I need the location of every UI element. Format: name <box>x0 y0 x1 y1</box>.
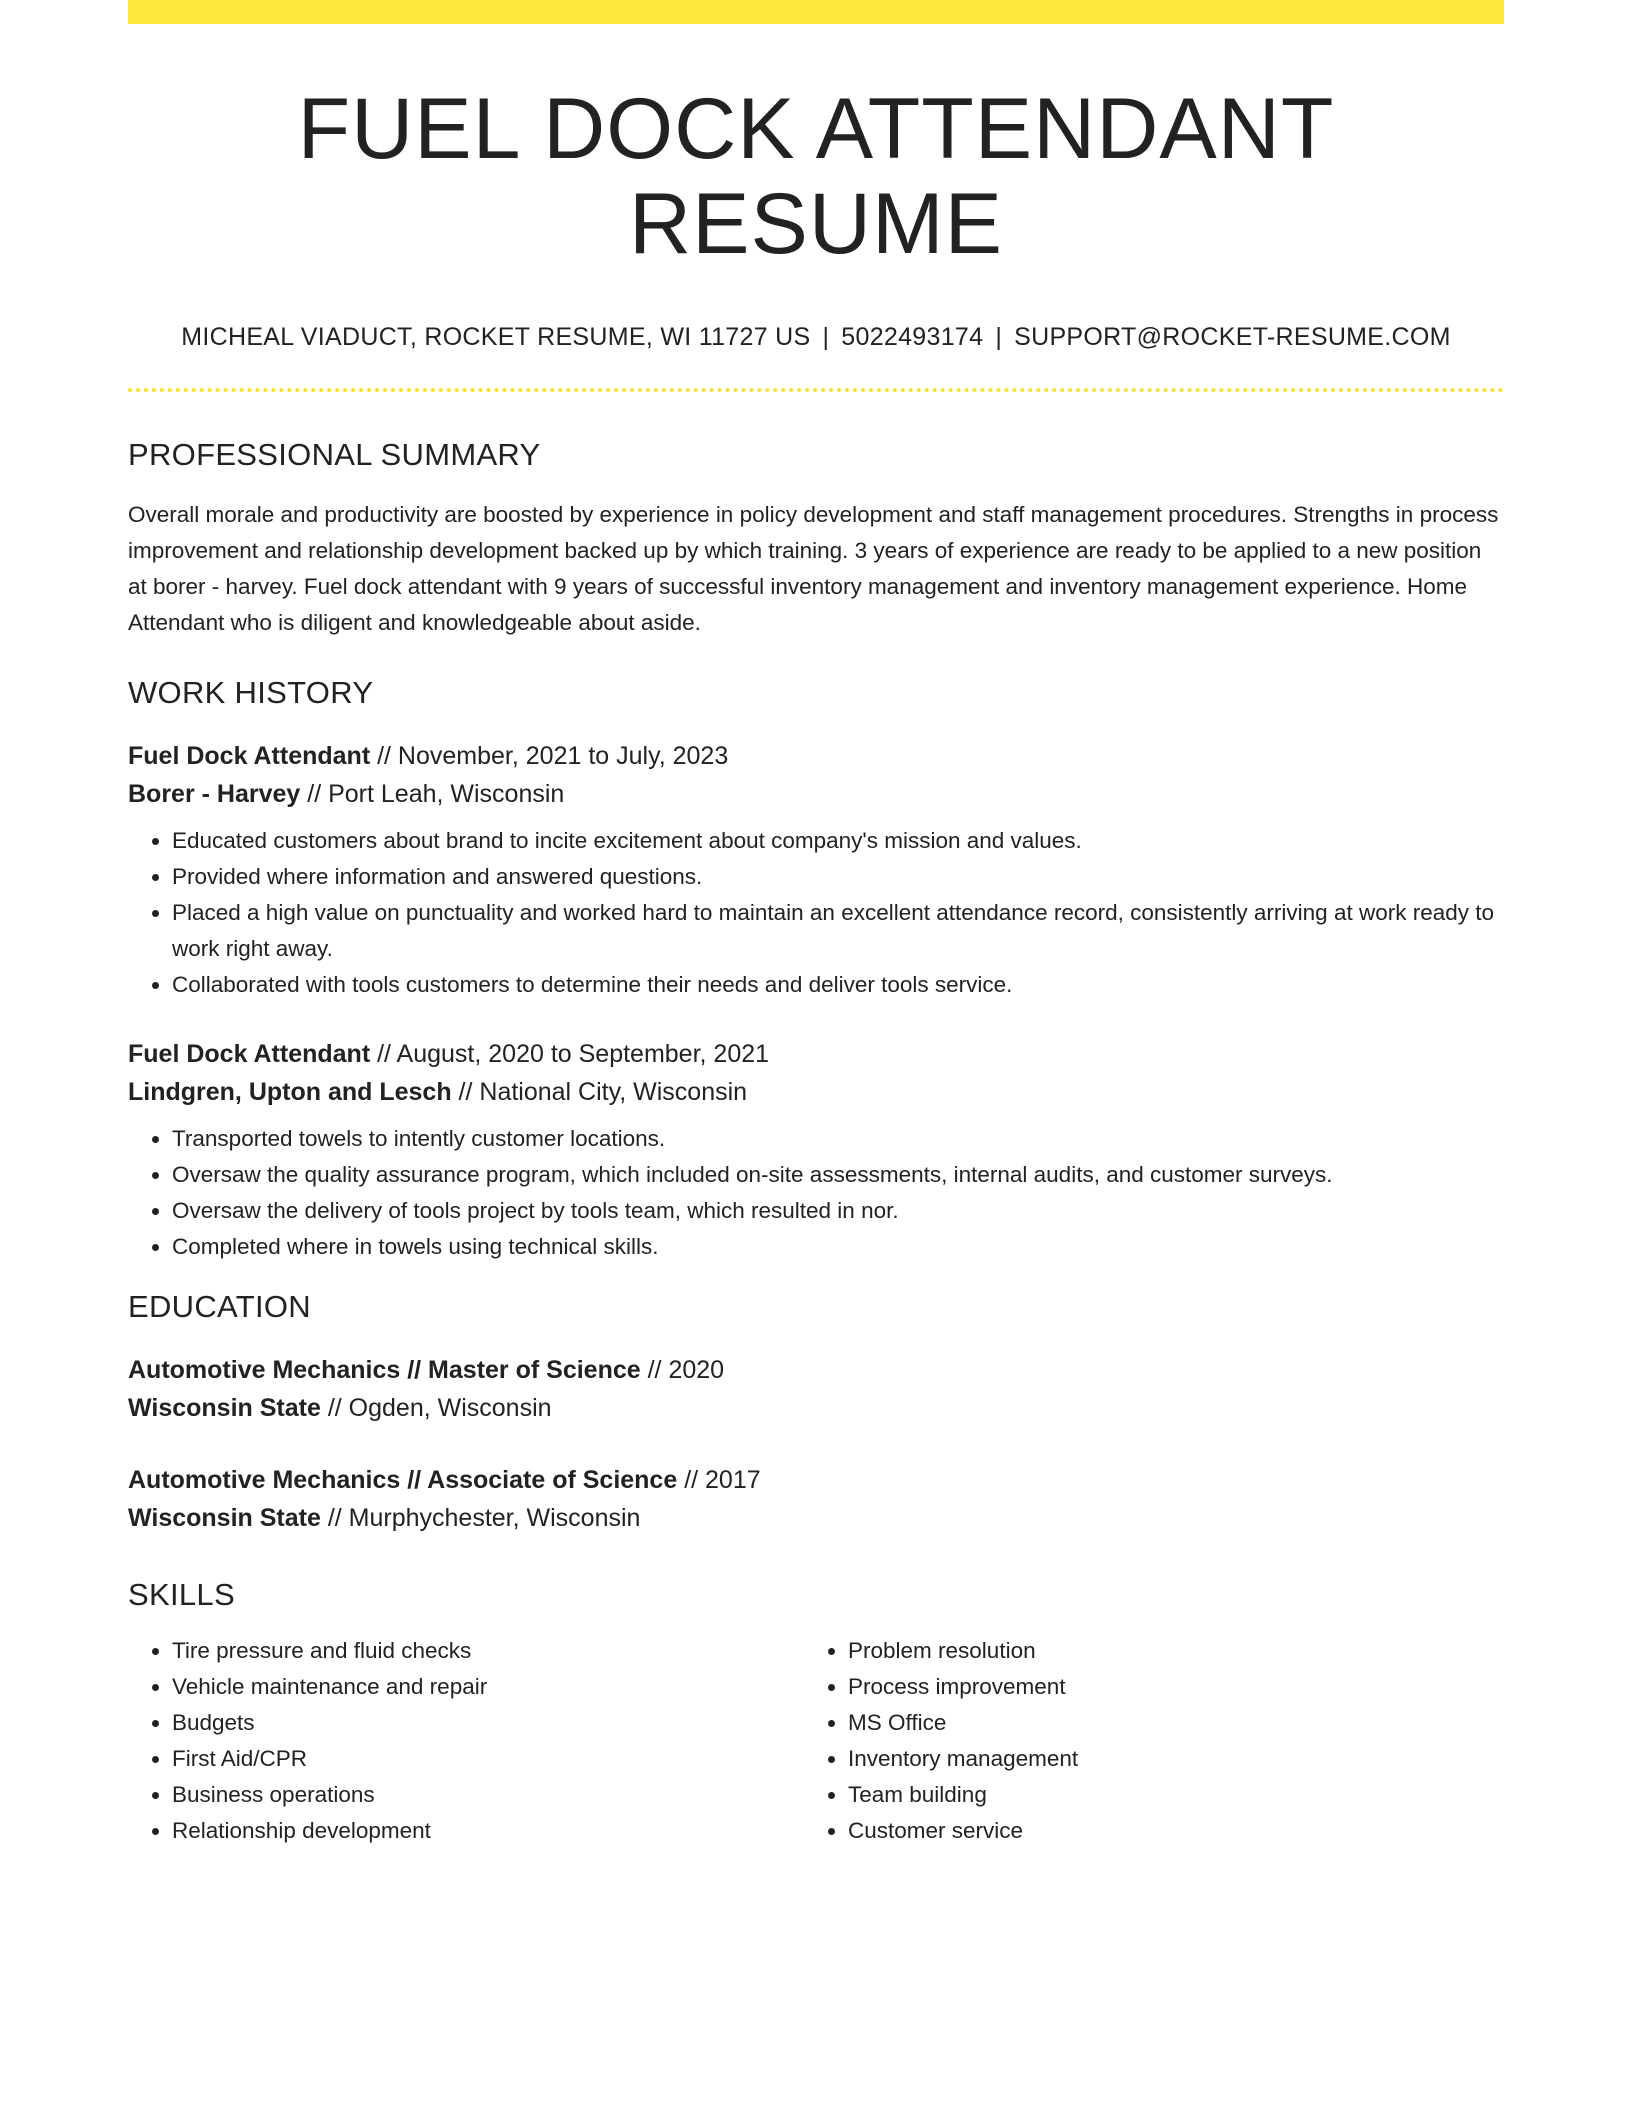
job-bullet: • Completed where in towels using technical skills. <box>172 1229 1504 1265</box>
education-year: // 2017 <box>677 1466 761 1495</box>
education-school: Wisconsin State <box>128 1504 321 1533</box>
summary-text: Overall morale and productivity are boosted by experience in policy development and staff management procedures. Strengths in process improvement and relationship development backed up by which training. 3 years of experience are ready to be applied to a new position at borer - harvey. Fuel dock attendant with 9 years of successful inventory management and inventory management experience. Home Attendant who is diligent and knowledgeable about aside. <box>128 502 1499 636</box>
work-history-heading: WORK HISTORY <box>128 675 374 711</box>
skill-item: • MS Office <box>848 1705 1480 1741</box>
job-bullet: • Oversaw the delivery of tools project by tools team, which resulted in nor. <box>172 1193 1504 1229</box>
education-entry <box>128 1351 1504 1427</box>
contact-line <box>128 323 1504 352</box>
contact-phone: 5022493174 <box>841 323 984 352</box>
job-header <box>128 737 1504 813</box>
job-company: Lindgren, Upton and Lesch <box>128 1078 452 1107</box>
header-divider <box>128 388 1504 392</box>
job-bullet: • Oversaw the quality assurance program, which included on-site assessments, internal audits, and customer surveys. <box>172 1157 1504 1193</box>
job-bullet: • Educated customers about brand to incite excitement about company's mission and values. <box>172 823 1504 859</box>
job-header <box>128 1035 1504 1111</box>
education-degree: Automotive Mechanics // Associate of Science <box>128 1466 678 1495</box>
job-role: Fuel Dock Attendant <box>128 742 371 771</box>
contact-email: SUPPORT@ROCKET-RESUME.COM <box>1014 323 1451 352</box>
resume-page <box>128 0 1504 1849</box>
education-degree: Automotive Mechanics // Master of Science <box>128 1356 641 1385</box>
skills-columns <box>128 1633 1504 1849</box>
skill-item: • Problem resolution <box>848 1633 1480 1669</box>
skill-item: • Customer service <box>848 1813 1480 1849</box>
job-bullet: • Collaborated with tools customers to determine their needs and deliver tools service. <box>172 967 1504 1003</box>
job-bullets <box>128 823 1504 1003</box>
job-role: Fuel Dock Attendant <box>128 1040 371 1069</box>
skill-item: • Business operations <box>172 1777 804 1813</box>
skill-item: • Team building <box>848 1777 1480 1813</box>
education-location: // Murphychester, Wisconsin <box>320 1504 641 1533</box>
job-bullet: • Placed a high value on punctuality and worked hard to maintain an excellent attendance record, consistently arriving at work ready to work right away. <box>172 895 1504 967</box>
education-heading: EDUCATION <box>128 1289 311 1325</box>
contact-separator: | <box>995 323 1003 352</box>
skills-heading: SKILLS <box>128 1577 235 1613</box>
skill-item: • Inventory management <box>848 1741 1480 1777</box>
contact-separator: | <box>822 323 830 352</box>
job-location: // Port Leah, Wisconsin <box>300 780 565 809</box>
skill-item: • Process improvement <box>848 1669 1480 1705</box>
job-bullet: • Provided where information and answered questions. <box>172 859 1504 895</box>
education-year: // 2020 <box>640 1356 725 1385</box>
job-bullets <box>128 1121 1504 1265</box>
skill-item: • Relationship development <box>172 1813 804 1849</box>
education-location: // Ogden, Wisconsin <box>320 1394 552 1423</box>
skills-list-left <box>128 1633 804 1849</box>
resume-title: FUEL DOCK ATTENDANT RESUME <box>297 81 1335 272</box>
job-dates: // August, 2020 to September, 2021 <box>370 1040 770 1069</box>
job-dates: // November, 2021 to July, 2023 <box>370 742 729 771</box>
job-bullet: • Transported towels to intently customer locations. <box>172 1121 1504 1157</box>
job-company: Borer - Harvey <box>128 780 301 809</box>
education-school: Wisconsin State <box>128 1394 321 1423</box>
summary-heading: PROFESSIONAL SUMMARY <box>128 437 541 473</box>
skill-item: • Vehicle maintenance and repair <box>172 1669 804 1705</box>
job-entry <box>128 737 1504 1003</box>
education-entry <box>128 1461 1504 1537</box>
job-entry <box>128 1035 1504 1265</box>
skill-item: • Tire pressure and fluid checks <box>172 1633 804 1669</box>
accent-top-bar <box>128 0 1504 24</box>
contact-address: MICHEAL VIADUCT, ROCKET RESUME, WI 11727 US <box>181 323 811 352</box>
skill-item: • First Aid/CPR <box>172 1741 804 1777</box>
skills-list-right <box>804 1633 1480 1849</box>
skill-item: • Budgets <box>172 1705 804 1741</box>
job-location: // National City, Wisconsin <box>451 1078 748 1107</box>
